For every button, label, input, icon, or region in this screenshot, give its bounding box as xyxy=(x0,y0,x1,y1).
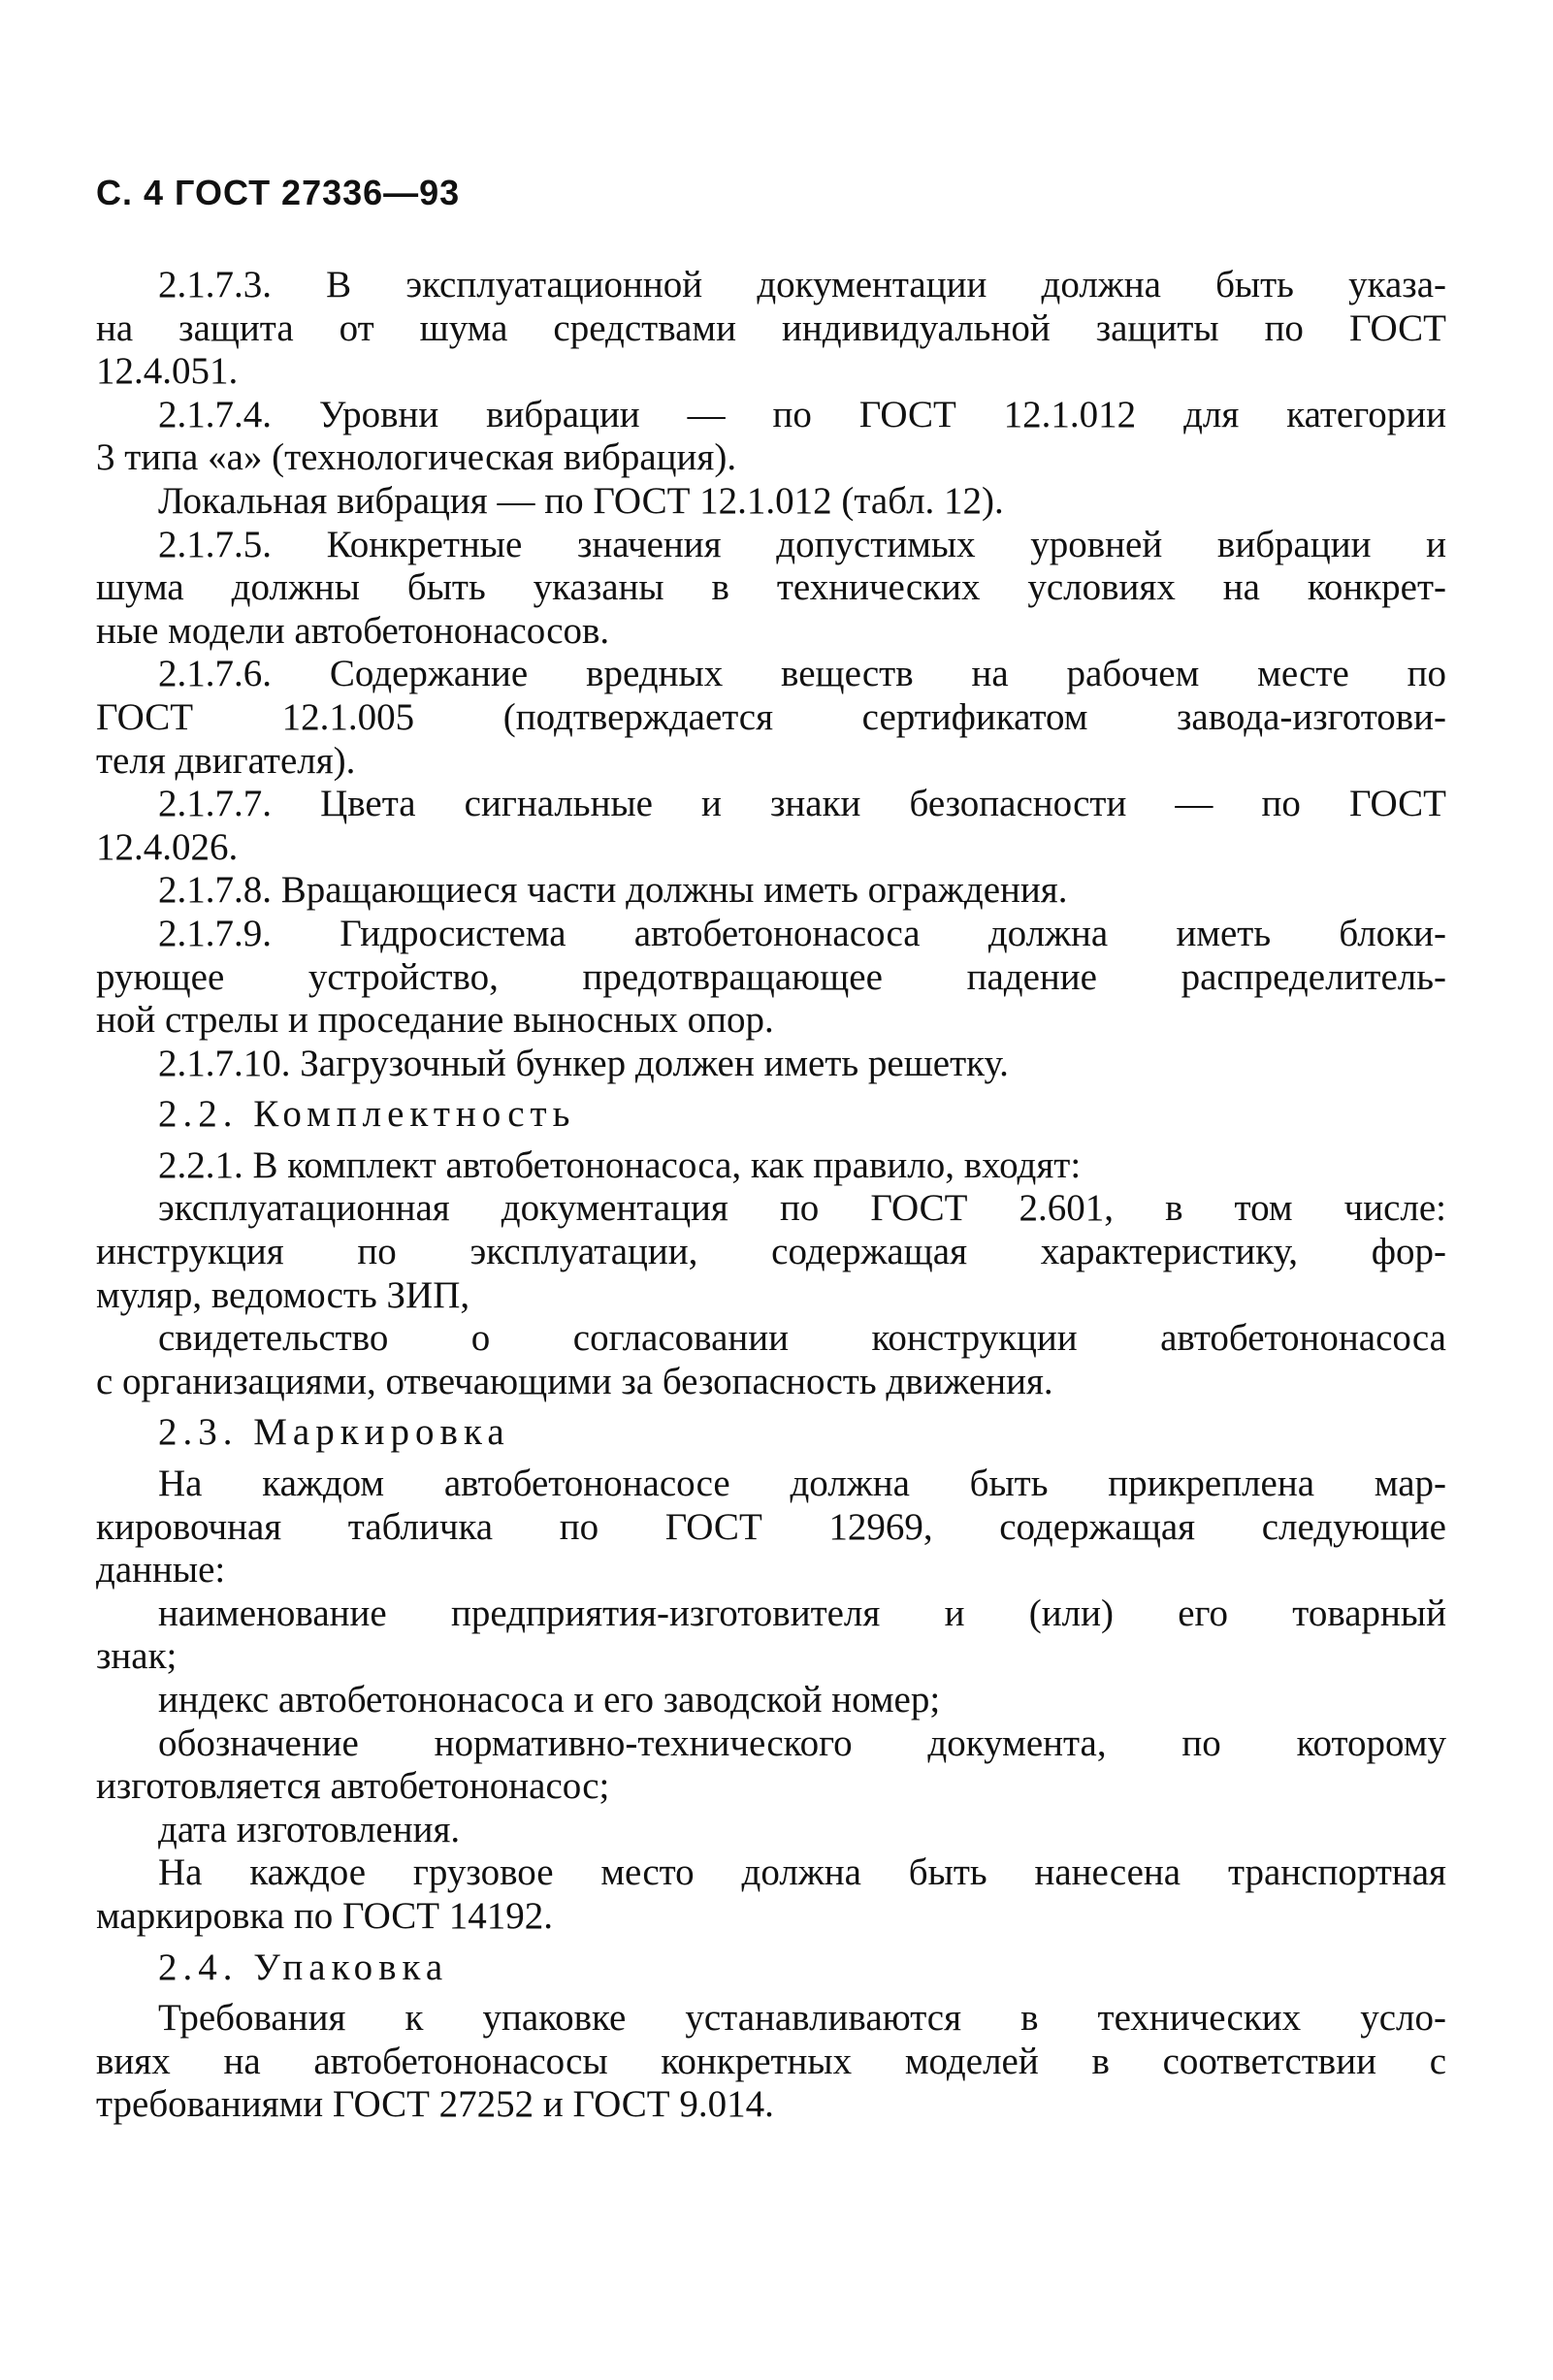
text-line: требованиями ГОСТ 27252 и ГОСТ 9.014. xyxy=(96,2083,774,2126)
text-line: 12.4.026. xyxy=(96,825,239,868)
text-line: дата изготовления. xyxy=(158,1808,461,1850)
text-line: теля двигателя). xyxy=(96,739,356,782)
text-line: изготовляется автобетононасос; xyxy=(96,1765,610,1808)
text-line: 2.1.7.3. В эксплуатационной документации должна быть указа- xyxy=(158,264,1446,306)
paragraph-gap xyxy=(96,1455,1446,1463)
text-line: Требования к упаковке устанавливаются в технических усло- xyxy=(158,1997,1446,2040)
text-line: ГОСТ 12.1.005 (подтверждается сертификатом завода-изготови- xyxy=(96,695,1446,738)
paragraph-gap xyxy=(96,1403,1446,1411)
text-line: ной стрелы и проседание выносных опор. xyxy=(96,999,774,1042)
text-line: 2.2.1. В комплект автобетононасоса, как правило, входят: xyxy=(158,1143,1082,1186)
text-line: индекс автобетононасоса и его заводской номер; xyxy=(158,1679,941,1721)
paragraph-gap xyxy=(96,1137,1446,1144)
text-line: 2.4. Упаковка xyxy=(158,1946,449,1988)
text-line: 2.1.7.4. Уровни вибрации — по ГОСТ 12.1.012 для категории xyxy=(158,393,1446,435)
text-line: шума должны быть указаны в технических условиях на конкрет- xyxy=(96,566,1446,609)
text-line: виях на автобетононасосы конкретных моделей в соответствии с xyxy=(96,2040,1446,2082)
page-header: С. 4 ГОСТ 27336—93 xyxy=(96,173,461,212)
text-line: 2.1.7.5. Конкретные значения допустимых уровней вибрации и xyxy=(158,523,1446,565)
text-line: рующее устройство, предотвращающее падение распределитель- xyxy=(96,955,1446,998)
text-line: свидетельство о согласовании конструкции автобетононасоса xyxy=(158,1317,1446,1360)
text-line: наименование предприятия-изготовителя и (или) его товарный xyxy=(158,1592,1446,1634)
text-line: На каждое грузовое место должна быть нанесена транспортная xyxy=(158,1851,1446,1894)
text-line: данные: xyxy=(96,1549,226,1592)
text-line: На каждом автобетононасосе должна быть прикреплена мар- xyxy=(158,1463,1446,1505)
text-line: 2.1.7.7. Цвета сигнальные и знаки безопасности — по ГОСТ xyxy=(158,783,1446,825)
text-line: 3 типа «а» (технологическая вибрация). xyxy=(96,436,737,479)
text-line: Локальная вибрация — по ГОСТ 12.1.012 (табл. 12). xyxy=(158,479,1004,522)
paragraph-gap xyxy=(96,1085,1446,1093)
text-line: кировочная табличка по ГОСТ 12969, содержащая следующие xyxy=(96,1505,1446,1548)
text-line: муляр, ведомость ЗИП, xyxy=(96,1273,470,1316)
text-line: инструкция по эксплуатации, содержащая характеристику, фор- xyxy=(96,1231,1446,1273)
text-line: 2.1.7.9. Гидросистема автобетононасоса должна иметь блоки- xyxy=(158,912,1446,954)
text-line: ные модели автобетононасосов. xyxy=(96,609,610,652)
text-line: 12.4.051. xyxy=(96,350,239,393)
text-line: знак; xyxy=(96,1635,178,1678)
text-line: 2.1.7.8. Вращающиеся части должны иметь ограждения. xyxy=(158,869,1068,912)
text-line: с организациями, отвечающими за безопасность движения. xyxy=(96,1360,1053,1402)
document-body xyxy=(96,264,1446,2127)
text-line: на защита от шума средствами индивидуальной защиты по ГОСТ xyxy=(96,306,1446,349)
text-line: 2.3. Маркировка xyxy=(158,1411,510,1454)
text-line: обозначение нормативно-технического документа, по которому xyxy=(158,1721,1446,1764)
text-line: 2.2. Комплектность xyxy=(158,1093,576,1136)
paragraph-gap xyxy=(96,1939,1446,1946)
text-line: эксплуатационная документация по ГОСТ 2.601, в том числе: xyxy=(158,1187,1446,1230)
text-line: 2.1.7.10. Загрузочный бункер должен иметь решетку. xyxy=(158,1042,1009,1084)
text-line: 2.1.7.6. Содержание вредных веществ на рабочем месте по xyxy=(158,653,1446,695)
text-line: маркировка по ГОСТ 14192. xyxy=(96,1894,554,1937)
paragraph-gap xyxy=(96,1989,1446,1997)
